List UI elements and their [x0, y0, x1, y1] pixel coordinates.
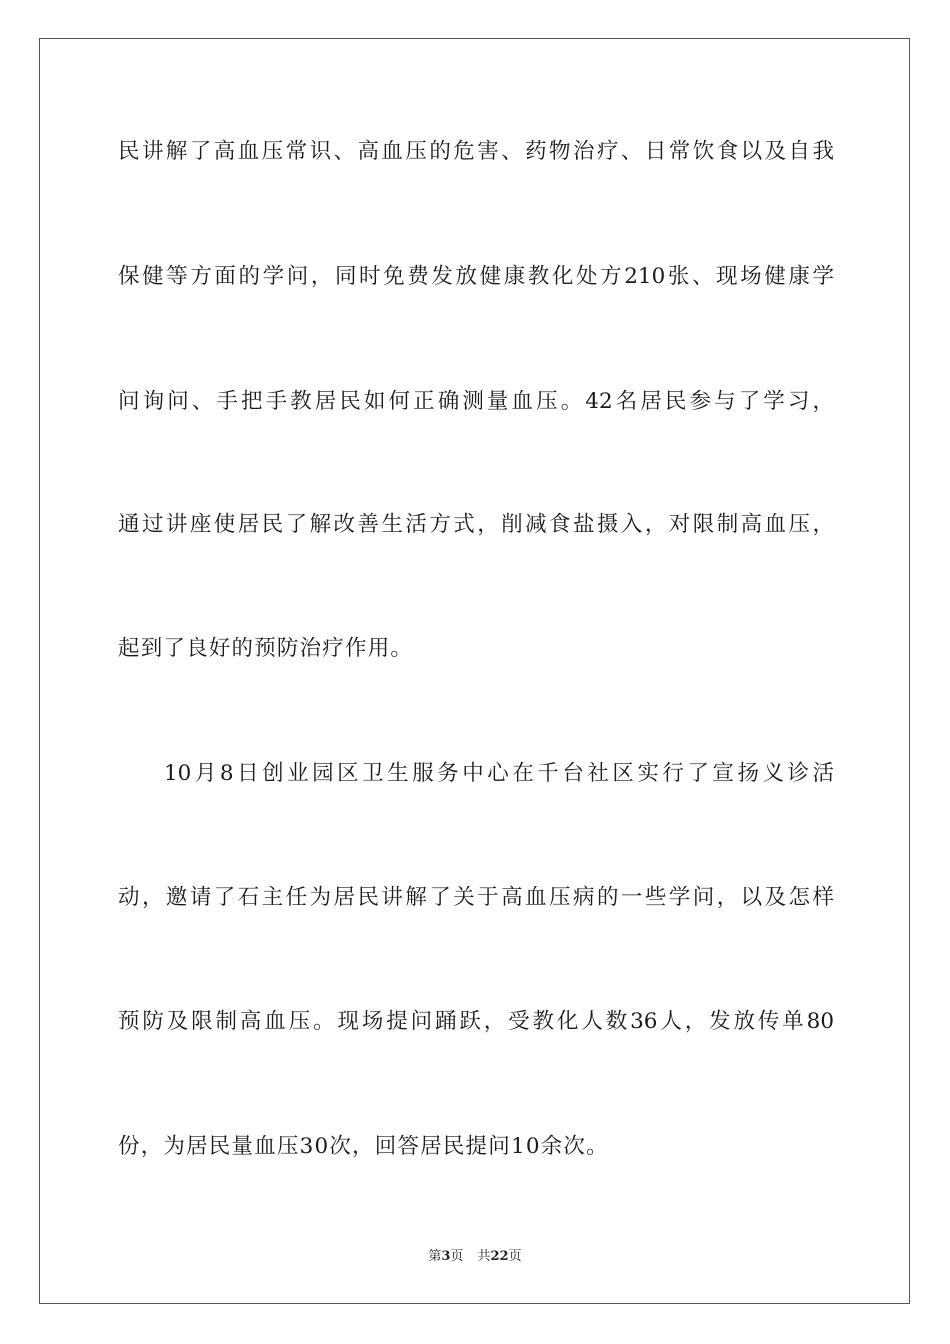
page-number-suffix: 页 [450, 1249, 464, 1264]
page-footer [0, 1248, 950, 1266]
page-number-prefix: 第 [428, 1249, 442, 1264]
paragraph-1-line-1: 民讲解了高血压常识、高血压的危害、药物治疗、日常饮食以及自我 [118, 139, 834, 164]
paragraph-1-line-5: 起到了良好的预防治疗作用。 [118, 636, 414, 661]
paragraph-2-line-2: 动，邀请了石主任为居民讲解了关于高血压病的一些学问，以及怎样 [118, 885, 834, 910]
paragraph-1-line-3: 问询问、手把手教居民如何正确测量血压。42名居民参与了学习， [118, 389, 834, 414]
paragraph-1-line-4: 通过讲座使居民了解改善生活方式，削减食盐摄入，对限制高血压， [118, 512, 834, 537]
page-number-current: 3 [441, 1249, 451, 1264]
paragraph-2-line-4: 份，为居民量血压30次，回答居民提问10余次。 [118, 1134, 609, 1159]
paragraph-1-line-2: 保健等方面的学问，同时免费发放健康教化处方210张、现场健康学 [118, 264, 834, 289]
page-number-total: 22 [490, 1249, 509, 1264]
page-total-prefix: 共 [477, 1249, 491, 1264]
page-total-suffix: 页 [508, 1249, 522, 1264]
paragraph-2-line-3: 预防及限制高血压。现场提问踊跃，受教化人数36人，发放传单80 [118, 1009, 834, 1034]
page-frame [39, 38, 910, 1304]
paragraph-2-line-1: 10月8日创业园区卫生服务中心在千台社区实行了宣扬义诊活 [164, 761, 834, 786]
